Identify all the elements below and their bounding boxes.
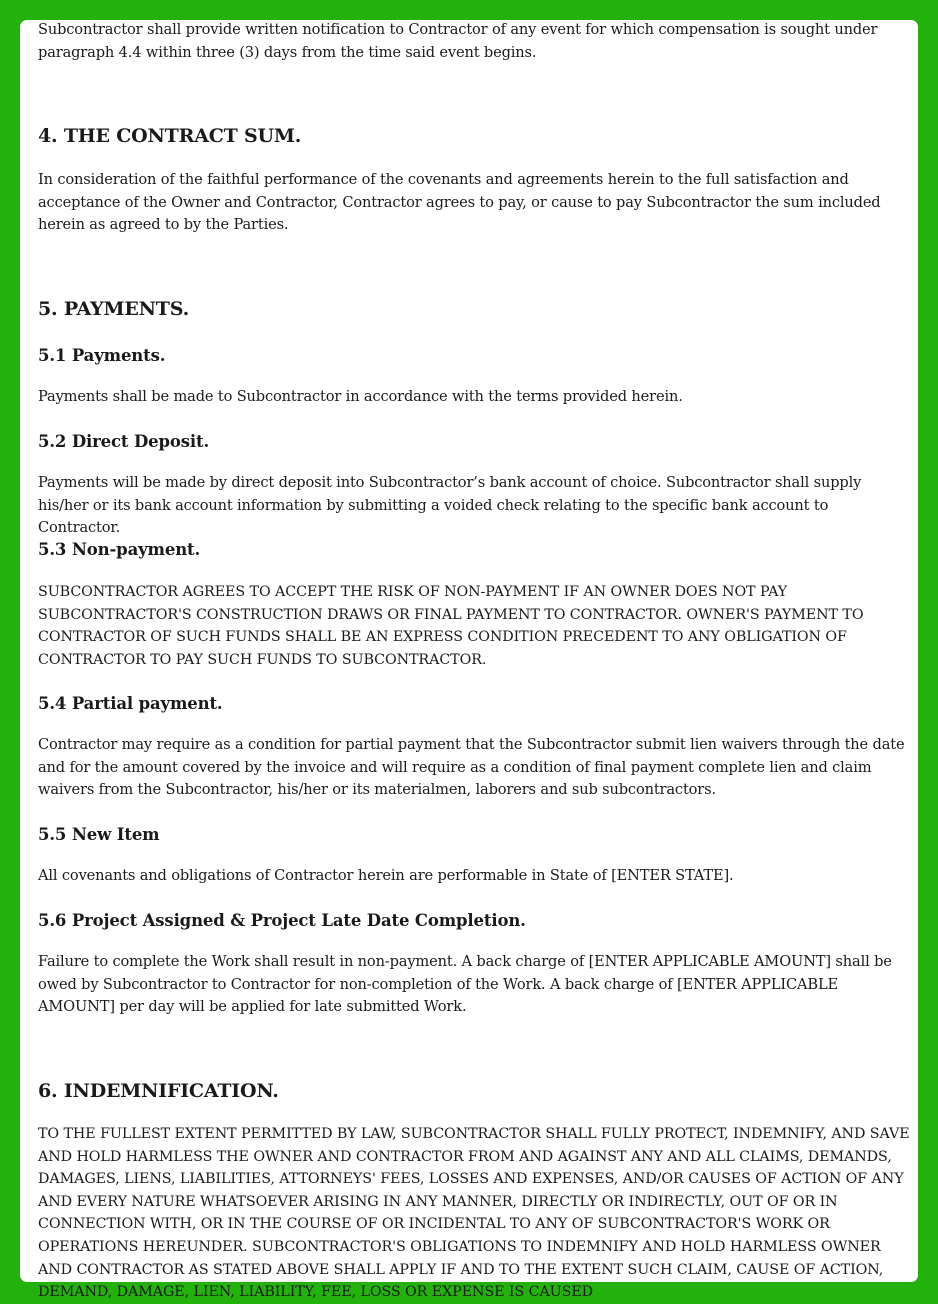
section-5-5-heading: 5.5 New Item [38,825,160,844]
section-5-6-body: Failure to complete the Work shall result in non-payment. A back charge of [ENTER APPLICABLE AMOUNT] shall be owed by Subcontractor to Contractor for non-completion of the Work. A back charge of [ENTER APPLICABLE AMOUNT] per day will be applied for late submitted Work. [38,953,892,1016]
section-5-6-heading: 5.6 Project Assigned & Project Late Date Completion. [38,911,526,930]
section-5-4-body: Contractor may require as a condition for partial payment that the Subcontractor submit lien waivers through the date and for the amount covered by the invoice and will require as a condition of final payment complete lien and claim waivers from the Subcontractor, his/her or its materialmen, laborers and sub subcontractors. [38,736,905,799]
document-page [20,20,918,1301]
section-5-3-body: SUBCONTRACTOR AGREES TO ACCEPT THE RISK OF NON-PAYMENT IF AN OWNER DOES NOT PAY SUBCONTRACTOR'S CONSTRUCTION DRAWS OR FINAL PAYMENT TO CONTRACTOR. OWNER'S PAYMENT TO CONTRACTOR OF SUCH FUNDS SHALL BE AN EXPRESS CONDITION PRECEDENT TO ANY OBLIGATION OF CONTRACTOR TO PAY SUCH FUNDS TO SUBCONTRACTOR. [38,584,864,668]
section-5-3-heading: 5.3 Non-payment. [38,540,201,559]
section-4-heading: 4. THE CONTRACT SUM. [38,125,302,147]
section-6-heading: 6. INDEMNIFICATION. [38,1080,279,1102]
section-4-body: In consideration of the faithful performance of the covenants and agreements herein to the full satisfaction and acceptance of the Owner and Contractor, Contractor agrees to pay, or cause to pay Subcontractor the sum included herein as agreed to by the Parties. [38,171,881,234]
section-5-2-body: Payments will be made by direct deposit into Subcontractor’s bank account of choice. Subcontractor shall supply his/her or its bank account information by submitting a voided check relating to the specific bank account to Contractor. [38,474,862,537]
section-5-4-heading: 5.4 Partial payment. [38,694,223,713]
section-5-heading: 5. PAYMENTS. [38,298,189,320]
section-5-1-heading: 5.1 Payments. [38,346,166,365]
section-5-2-heading: 5.2 Direct Deposit. [38,432,210,451]
intro-paragraph: Subcontractor shall provide written notification to Contractor of any event for which compensation is sought under paragraph 4.4 within three (3) days from the time said event begins. [38,21,878,61]
section-5-5-body: All covenants and obligations of Contractor herein are performable in State of [ENTER STATE]. [38,867,734,884]
section-6-body: TO THE FULLEST EXTENT PERMITTED BY LAW, SUBCONTRACTOR SHALL FULLY PROTECT, INDEMNIFY, AND SAVE AND HOLD HARMLESS THE OWNER AND CONTRACTOR FROM AND AGAINST ANY AND ALL CLAIMS, DEMANDS, DAMAGES, LIENS, LIABILITIES, ATTORNEYS' FEES, LOSSES AND EXPENSES, AND/OR CAUSES OF ACTION OF ANY AND EVERY NATURE WHATSOEVER ARISING IN ANY MANNER, DIRECTLY OR INDIRECTLY, OUT OF OR IN CONNECTION WITH, OR IN THE COURSE OF OR INCIDENTAL TO ANY OF SUBCONTRACTOR'S WORK OR OPERATIONS HEREUNDER. SUBCONTRACTOR'S OBLIGATIONS TO INDEMNIFY AND HOLD HARMLESS OWNER AND CONTRACTOR AS STATED ABOVE SHALL APPLY IF AND TO THE EXTENT SUCH CLAIM, CAUSE OF ACTION, DEMAND, DAMAGE, LIEN, LIABILITY, FEE, LOSS OR EXPENSE IS CAUSED [38,1126,910,1301]
section-5-1-body: Payments shall be made to Subcontractor in accordance with the terms provided herein. [38,388,683,405]
